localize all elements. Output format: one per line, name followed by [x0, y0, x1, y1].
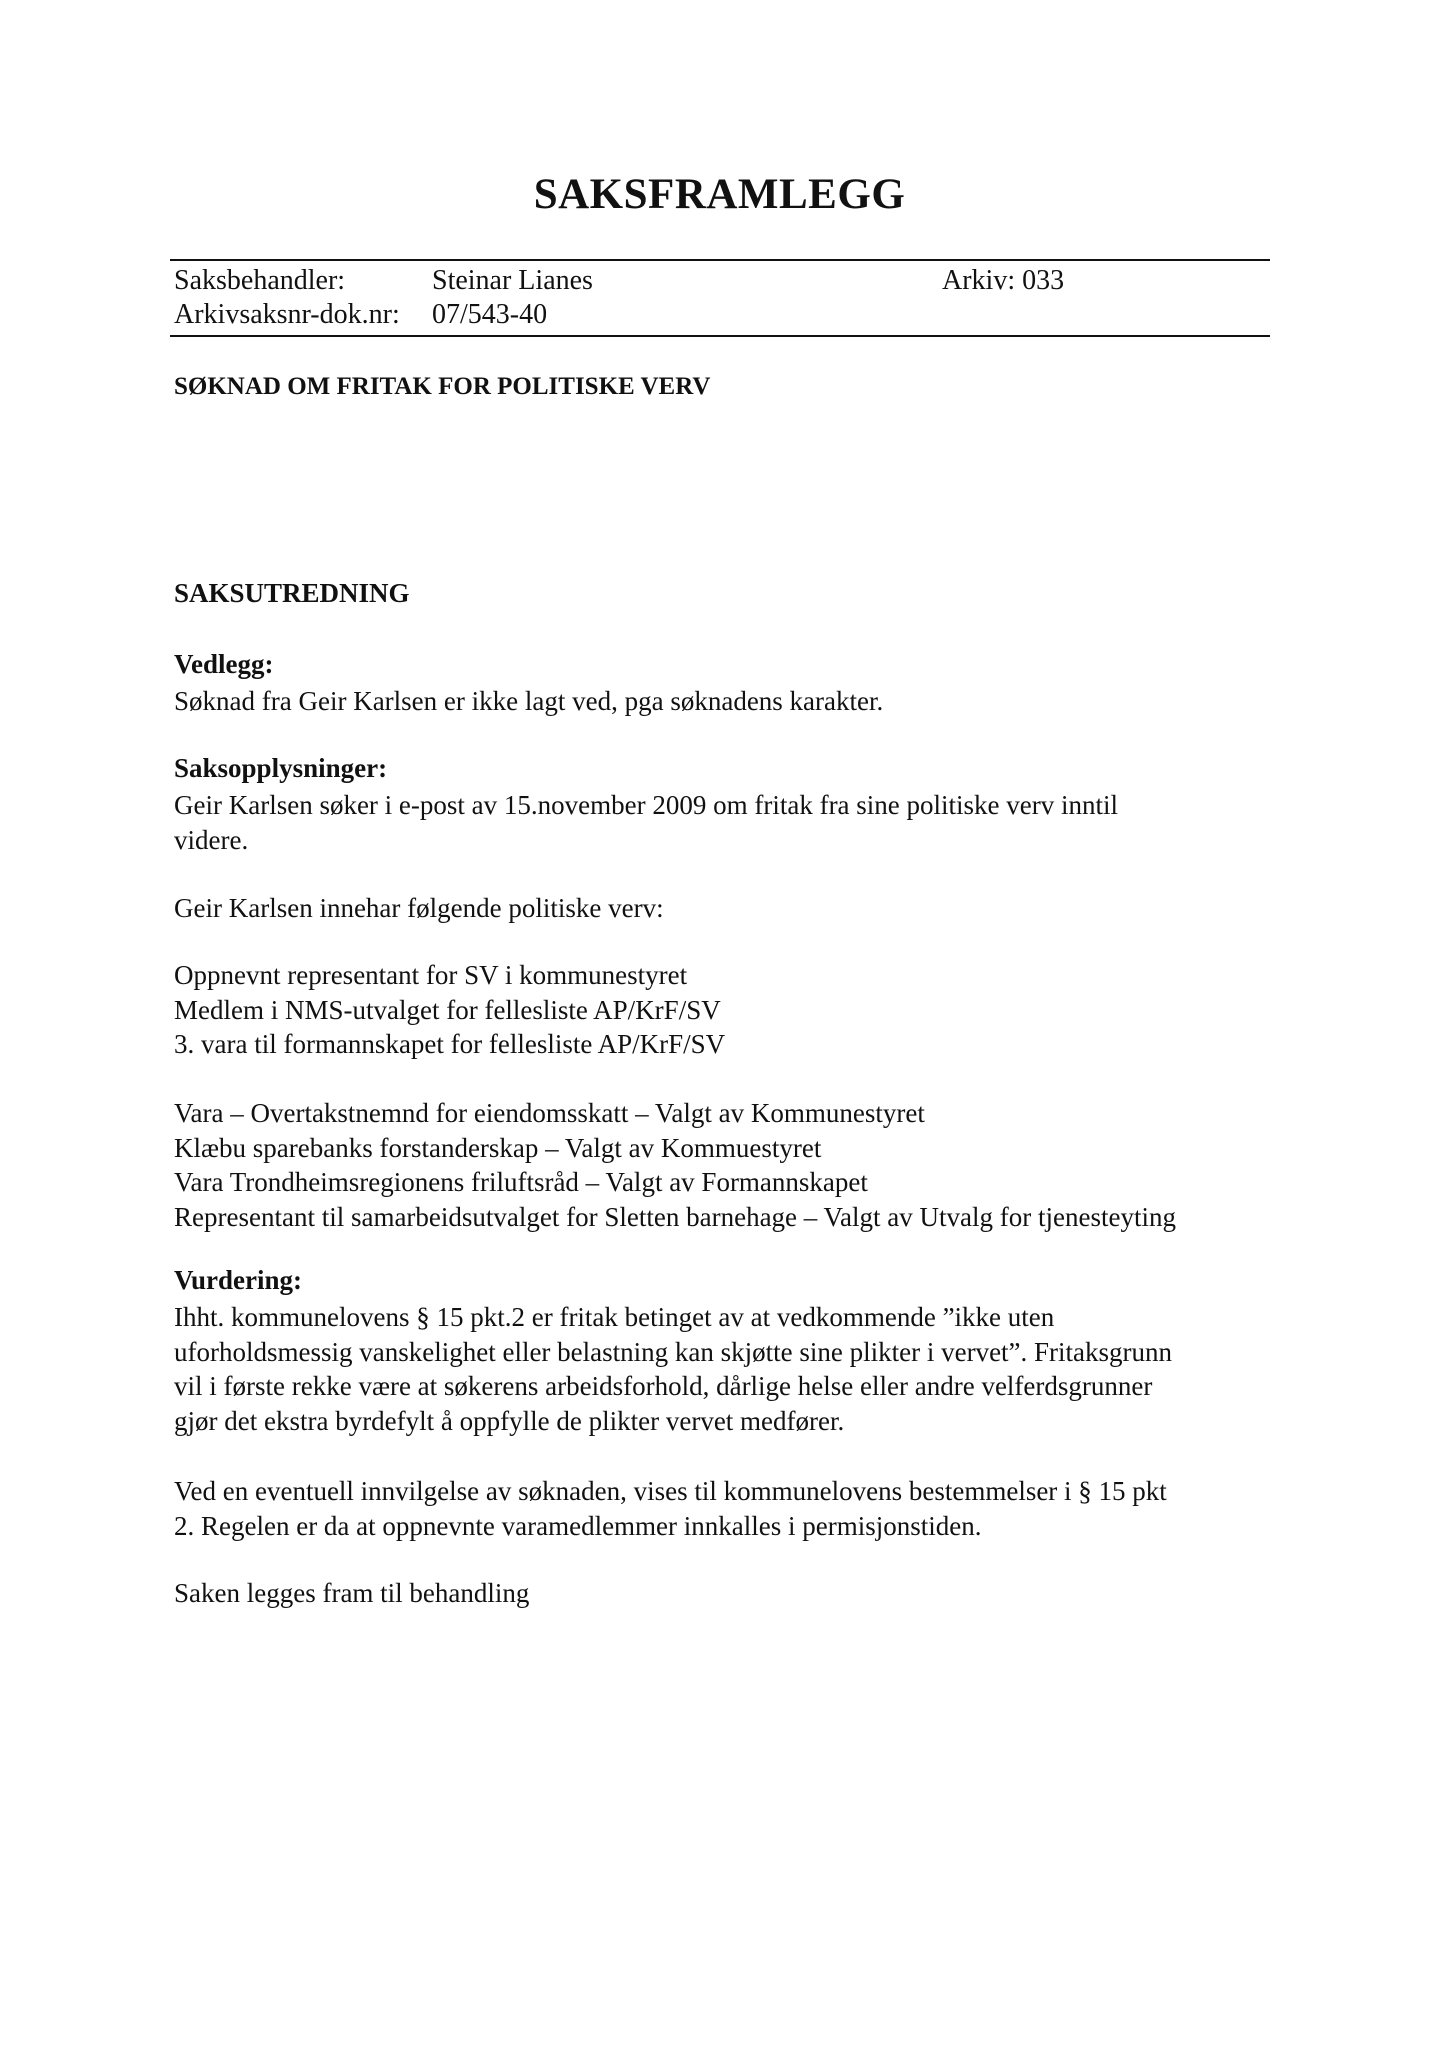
saksopplysninger-heading: Saksopplysninger: — [174, 753, 388, 783]
saksopplysninger-text — [174, 788, 1274, 857]
verv-item: Oppnevnt representant for SV i kommunestyret — [174, 960, 688, 990]
vurdering-line: uforholdsmessig vanskelighet eller belastning kan skjøtte sine plikter i vervet”. Fritaksgrunn — [174, 1336, 1173, 1367]
verv-item: 3. vara til formannskapet for fellesliste AP/KrF/SV — [174, 1029, 726, 1059]
vurdering-line: vil i første rekke være at søkerens arbeidsforhold, dårlige helse eller andre velferdsgrunner — [174, 1371, 1153, 1401]
verv-item: Vara Trondheimsregionens friluftsråd – Valgt av Formannskapet — [174, 1167, 868, 1197]
innvilgelse-line: Ved en eventuell innvilgelse av søknaden, vises til kommunelovens bestemmelser i § 15 pkt — [174, 1476, 1167, 1506]
case-subject: SØKNAD OM FRITAK FOR POLITISKE VERV — [174, 373, 711, 400]
saksutredning-heading: SAKSUTREDNING — [174, 578, 410, 608]
vurdering-line: Ihht. kommunelovens § 15 pkt.2 er fritak betinget av at vedkommende ”ikke uten — [174, 1302, 1055, 1332]
vedlegg-heading: Vedlegg: — [174, 649, 274, 679]
vedlegg-line: Søknad fra Geir Karlsen er ikke lagt ved, pga søknadens karakter. — [174, 686, 884, 716]
document-title: SAKSFRAMLEGG — [533, 171, 906, 218]
innehar-line: Geir Karlsen innehar følgende politiske verv: — [174, 893, 664, 923]
vurdering-text — [174, 1300, 1274, 1438]
arkiv-code: Arkiv: 033 — [942, 265, 1065, 296]
arkivsaksnr-label: Arkivsaksnr-dok.nr: — [174, 299, 400, 330]
verv-item: Klæbu sparebanks forstanderskap – Valgt av Kommuestyret — [174, 1132, 822, 1163]
verv-list-elected — [174, 1096, 1274, 1234]
header-top-rule — [170, 259, 1270, 261]
saksopplysninger-line: videre. — [174, 824, 249, 855]
saksbehandler-label: Saksbehandler: — [174, 265, 346, 296]
innvilgelse-line: 2. Regelen er da at oppnevnte varamedlemmer innkalles i permisjonstiden. — [174, 1510, 982, 1541]
verv-list-party — [174, 958, 1274, 1062]
arkivsaksnr-value: 07/543-40 — [432, 299, 548, 330]
verv-item: Medlem i NMS-utvalget for fellesliste AP/KrF/SV — [174, 994, 721, 1025]
header-bottom-rule — [170, 335, 1270, 337]
innvilgelse-text — [174, 1474, 1274, 1543]
saksbehandler-value: Steinar Lianes — [432, 265, 593, 296]
closing-line: Saken legges fram til behandling — [174, 1578, 530, 1608]
saksopplysninger-line: Geir Karlsen søker i e-post av 15.november 2009 om fritak fra sine politiske verv inntil — [174, 790, 1119, 820]
innehar-text — [174, 891, 1274, 926]
closing-text — [174, 1576, 1274, 1611]
vurdering-heading: Vurdering: — [174, 1265, 303, 1295]
verv-item: Vara – Overtakstnemnd for eiendomsskatt – Valgt av Kommunestyret — [174, 1098, 925, 1128]
vedlegg-text — [174, 684, 1274, 719]
vurdering-line: gjør det ekstra byrdefylt å oppfylle de plikter vervet medfører. — [174, 1405, 845, 1436]
verv-item: Representant til samarbeidsutvalget for Sletten barnehage – Valgt av Utvalg for tjenesteyting — [174, 1201, 1176, 1232]
